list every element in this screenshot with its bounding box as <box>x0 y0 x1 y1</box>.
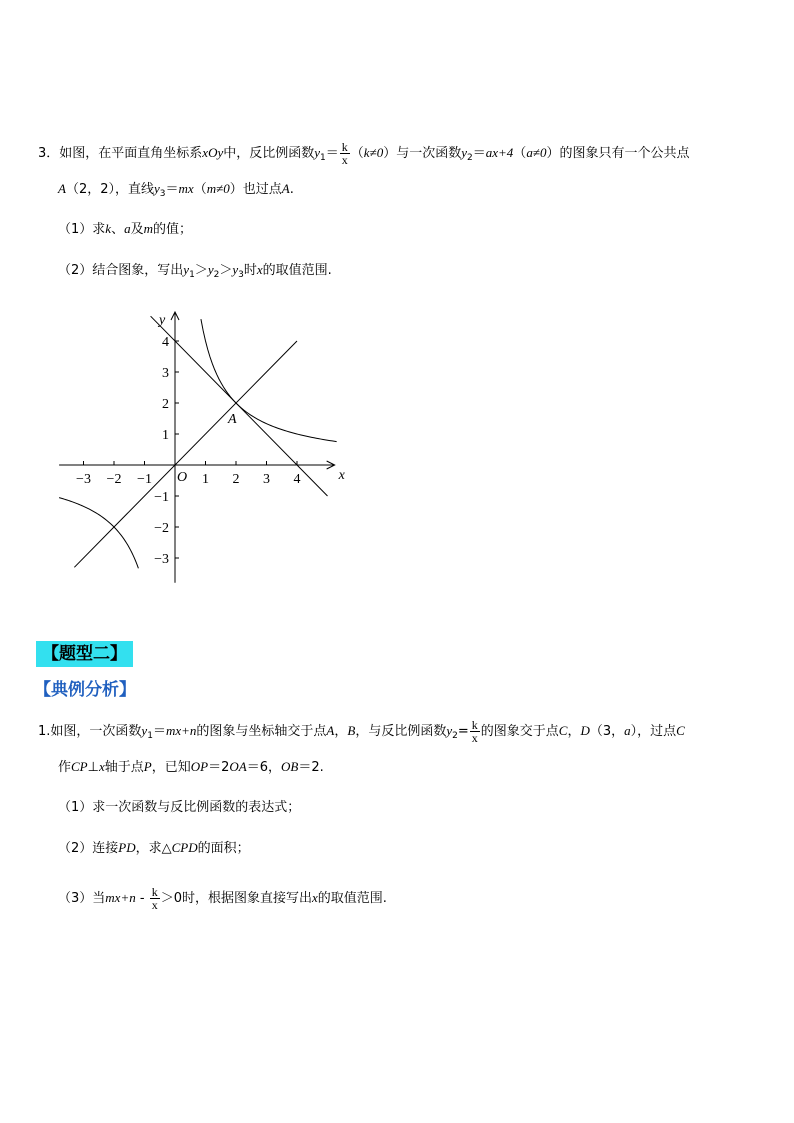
hyperbola-branch-1 <box>59 498 138 569</box>
x-tick-label: 3 <box>263 472 270 487</box>
x-axis-label: x <box>338 468 345 483</box>
y-tick-label: −1 <box>154 490 169 505</box>
hyperbola-branch-0 <box>201 319 337 441</box>
problem1-line1: 1.如图，一次函数$y_1=mx+n$的图象与坐标轴交于点A，B，与反比例函数$y_2=$ $\frac{k}{x}$ 的图象交于点C，D（3，a），过点C <box>38 718 685 745</box>
problem3-question1: （1）求k、a及m的值； <box>58 221 192 237</box>
x-tick-label: −2 <box>106 472 122 487</box>
y-tick-label: 2 <box>162 397 169 412</box>
point-a-label: A <box>228 412 237 427</box>
problem-number: 1. <box>38 724 51 739</box>
coord-system-name: xOy <box>202 145 224 160</box>
line-y3 <box>74 341 297 567</box>
y-tick-label: 1 <box>162 428 169 443</box>
section-tag: 【题型二】 <box>36 641 133 667</box>
graph-curves <box>59 316 337 568</box>
x-tick-label: 2 <box>232 472 240 487</box>
problem1-line2: 作CP⊥x轴于点P，已知OP＝2OA＝6，OB＝2. <box>58 759 324 775</box>
x-tick-label: 1 <box>202 472 209 487</box>
function-graph <box>50 295 350 595</box>
problem3-line2: A（2，2），直线$y_3=mx(m\ne 0)$也过点A. <box>58 181 294 199</box>
problem1-question1: （1）求一次函数与反比例函数的表达式； <box>58 800 301 815</box>
fraction-k-over-x: $\frac{k}{x}$ <box>471 718 478 745</box>
problem3-question2: （2）结合图象，写出$y_1>y_2>y_3$时x的取值范围. <box>58 262 332 280</box>
x-tick-label: −1 <box>137 472 152 487</box>
x-tick-label: 4 <box>293 472 301 487</box>
problem1-question2: （2）连接PD，求△CPD的面积； <box>58 840 250 856</box>
y-tick-label: 3 <box>162 366 169 381</box>
problem-number: 3． <box>38 146 60 161</box>
problem3-line1: 3．如图，在平面直角坐标系xOy中，反比例函数$y_1=$ $\frac{k}{x}$ （k≠0）与一次函数$y_2=ax+4(a\ne 0)$的图象只有一个公共点 <box>38 140 690 167</box>
x-tick-label: −3 <box>76 472 91 487</box>
problem1-question3: （3）当mx+n - $\frac{k}{x}$ ＞0时，根据图象直接写出x的取值范围. <box>58 885 387 912</box>
graph-axes <box>59 312 335 583</box>
fraction-k-over-x: $\frac{k}{x}$ <box>341 140 348 167</box>
y-tick-label: −3 <box>154 552 169 567</box>
y-tick-label: 4 <box>162 335 169 350</box>
section-subtitle: 【典例分析】 <box>34 680 136 700</box>
y-tick-label: −2 <box>154 521 169 536</box>
fraction-k-over-x: $\frac{k}{x}$ <box>151 885 158 912</box>
origin-label: O <box>177 470 188 485</box>
graph-labels <box>76 313 346 567</box>
y-axis-label: y <box>159 313 166 328</box>
